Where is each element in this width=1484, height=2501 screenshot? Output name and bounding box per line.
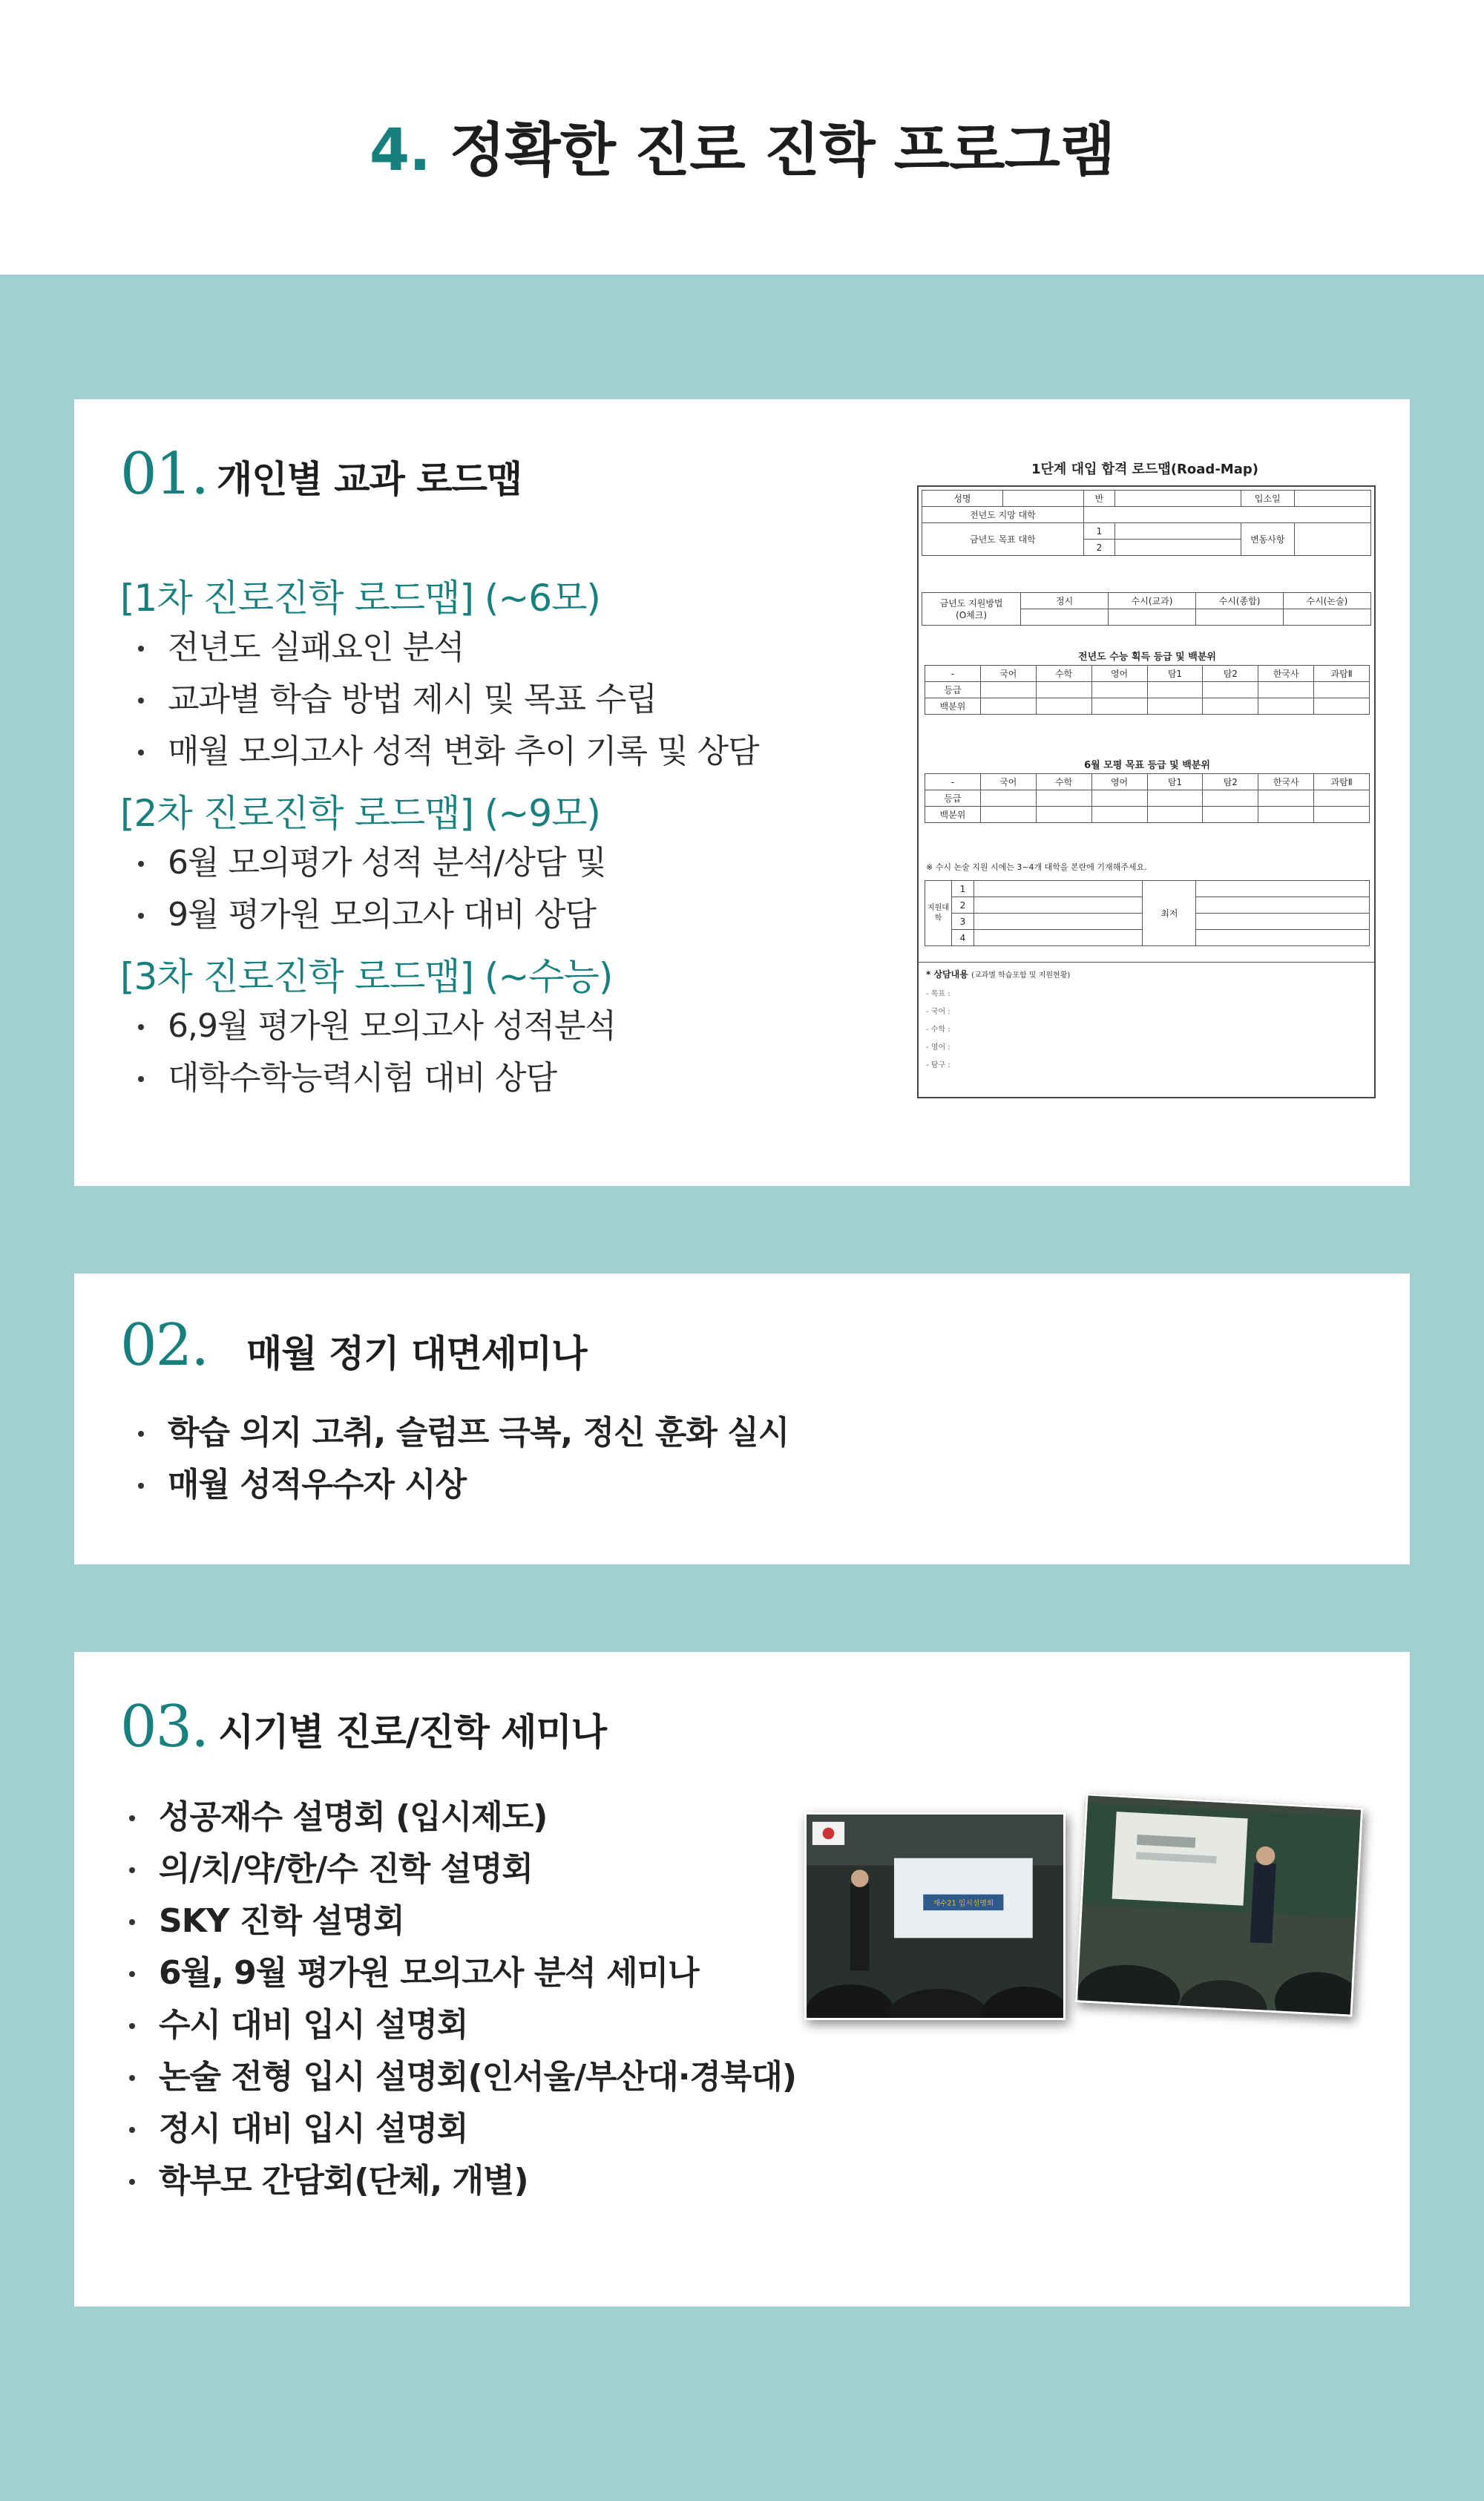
seminar-photo-2 xyxy=(1075,1793,1363,2016)
section-title: 시기별 진로/진학 세미나 xyxy=(218,1711,607,1754)
section-card-roadmap xyxy=(74,399,1410,1186)
roadmap-heading-2: [2차 진로진학 로드맵] (~9모) xyxy=(120,792,600,835)
form-divider xyxy=(919,962,1374,963)
roadmap-list-3 xyxy=(120,1000,616,1104)
page-title-text: 정확한 진로 진학 프로그램 xyxy=(449,117,1115,184)
form-label: 최저 xyxy=(1143,881,1196,946)
form-subtitle: 전년도 수능 획득 등급 및 백분위 xyxy=(1078,652,1216,663)
list-item: 6,9월 평가원 모의고사 성적분석 xyxy=(120,1000,616,1052)
form-consult: * 상담내용 (교과별 학습포함 및 지원현황) xyxy=(926,969,1071,980)
list-item: 대학수학능력시험 대비 상담 xyxy=(120,1052,616,1104)
form-score-table-2: - 국어 수학 영어 탐1 탐2 한국사 과탐Ⅱ 등급 백분위 xyxy=(925,773,1370,823)
section-number: 01. xyxy=(120,441,209,508)
form-consult-line: - 영어 : xyxy=(926,1043,951,1052)
form-consult-line: - 수학 : xyxy=(926,1026,951,1034)
roadmap-heading-3: [3차 진로진학 로드맵] (~수능) xyxy=(120,955,613,998)
form-info-table xyxy=(922,490,1371,556)
seminar-photo-1 xyxy=(804,1812,1066,2020)
list-item: 정시 대비 입시 설명회 xyxy=(111,2103,796,2155)
form-label: 변동사항 xyxy=(1241,523,1295,556)
roadmap-list-1 xyxy=(120,622,758,778)
form-score-table-1: - 국어 수학 영어 탐1 탐2 한국사 과탐Ⅱ 등급 백분위 xyxy=(925,665,1370,715)
form-title: 1단계 대입 합격 로드맵(Road-Map) xyxy=(1031,462,1258,477)
list-item: 매월 성적우수자 시상 xyxy=(120,1459,789,1511)
form-cell: 정시 xyxy=(1021,593,1109,609)
form-label: 입소일 xyxy=(1241,491,1295,507)
list-item: 학부모 간담회(단체, 개별) xyxy=(111,2155,796,2207)
list-item: 논술 전형 입시 설명회(인서울/부산대·경북대) xyxy=(111,2051,796,2103)
svg-text:재수21 입시설명회: 재수21 입시설명회 xyxy=(933,1899,994,1908)
form-border xyxy=(917,485,1376,1098)
roadmap-form xyxy=(913,459,1377,1141)
form-subtitle: 6월 모평 목표 등급 및 백분위 xyxy=(1084,760,1210,771)
list-item: 6월 모의평가 성적 분석/상담 및 xyxy=(120,837,606,889)
form-cell: 수시(교과) xyxy=(1109,593,1196,609)
list-item: 교과별 학습 방법 제시 및 목표 수립 xyxy=(120,674,758,726)
form-cell: 2 xyxy=(1083,540,1114,556)
form-label: 금년도 지원방법 (O체크) xyxy=(922,593,1021,626)
list-item: 성공재수 설명회 (입시제도) xyxy=(111,1792,796,1843)
list-item: 전년도 실패요인 분석 xyxy=(120,622,758,674)
form-label: 성명 xyxy=(922,491,1003,507)
period-seminar-list xyxy=(111,1792,796,2207)
roadmap-list-2 xyxy=(120,837,606,941)
form-label: 금년도 목표 대학 xyxy=(922,523,1084,556)
header-area xyxy=(0,0,1484,275)
form-cell: 수시(논술) xyxy=(1284,593,1371,609)
list-item: 의/치/약/한/수 진학 설명회 xyxy=(111,1843,796,1895)
section-title: 개인별 교과 로드맵 xyxy=(217,458,522,501)
form-apply-table: 지원대학 1 최저 2 3 4 xyxy=(925,880,1370,946)
form-label: 반 xyxy=(1083,491,1114,507)
form-cell: 1 xyxy=(1083,523,1114,540)
form-method-table xyxy=(922,592,1371,626)
section-number: 03. xyxy=(120,1694,209,1760)
list-item: 매월 모의고사 성적 변화 추이 기록 및 상담 xyxy=(120,726,758,778)
list-item: 학습 의지 고취, 슬럼프 극복, 정신 훈화 실시 xyxy=(120,1407,789,1459)
page-title xyxy=(0,104,1484,187)
form-consult-line: - 국어 : xyxy=(926,1008,951,1016)
seminar-list xyxy=(120,1407,789,1511)
list-item: 수시 대비 입시 설명회 xyxy=(111,1999,796,2051)
form-consult-line: - 탐구 : xyxy=(926,1061,951,1069)
form-consult-line: - 목표 : xyxy=(926,990,951,998)
roadmap-heading-1: [1차 진로진학 로드맵] (~6모) xyxy=(120,577,600,620)
section-number: 02. xyxy=(120,1312,209,1379)
list-item: SKY 진학 설명회 xyxy=(111,1895,796,1947)
list-item: 9월 평가원 모의고사 대비 상담 xyxy=(120,889,606,941)
section-title: 매월 정기 대면세미나 xyxy=(246,1332,587,1375)
form-label: 지원대학 xyxy=(925,881,952,946)
form-note: ※ 수시 논술 지원 시에는 3~4개 대학을 본란에 기재해주세요. xyxy=(926,862,1147,872)
section-card-period-seminar xyxy=(74,1652,1410,2307)
form-label: 전년도 지망 대학 xyxy=(922,507,1084,523)
section-card-seminar xyxy=(74,1274,1410,1564)
form-cell: 수시(종합) xyxy=(1196,593,1284,609)
list-item: 6월, 9월 평가원 모의고사 분석 세미나 xyxy=(111,1947,796,1999)
page-title-number: 4. xyxy=(369,117,430,184)
